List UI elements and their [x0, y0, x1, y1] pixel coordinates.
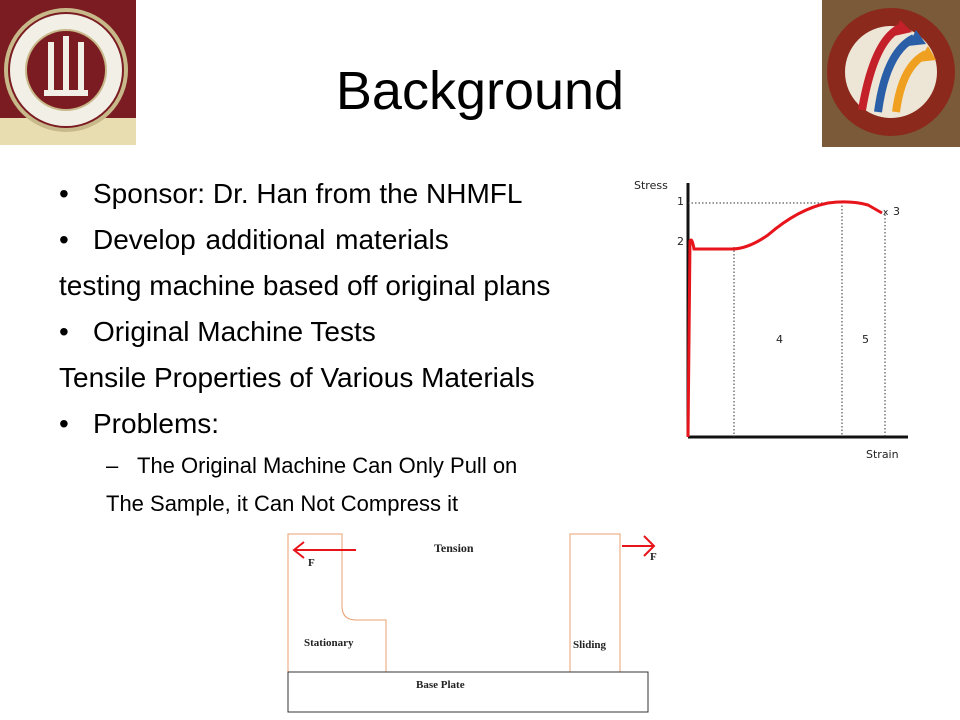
- stress-strain-diagram: [628, 175, 918, 465]
- bullet-problems: Problems:: [93, 408, 220, 439]
- bullet-sponsor: Sponsor: Dr. Han from the NHMFL: [93, 178, 523, 209]
- sub-bullet-dash-icon: –: [106, 453, 119, 478]
- region-label-4: 4: [776, 333, 783, 346]
- tension-test-diagram: [282, 530, 662, 720]
- bullet-dot-icon: •: [59, 224, 69, 255]
- tension-label: Tension: [434, 541, 474, 555]
- bullet-dot-icon: •: [59, 316, 69, 347]
- stationary-label: Stationary: [304, 637, 354, 649]
- sliding-label: Sliding: [573, 639, 607, 651]
- base-plate-block: [288, 672, 648, 712]
- stress-strain-curve: [688, 202, 882, 437]
- bullet-develop: Develop additional materials: [93, 224, 449, 255]
- point-label-3: 3: [893, 205, 900, 218]
- right-force-label: F: [650, 551, 657, 563]
- bullet-continuation-testing: testing machine based off original plans: [59, 270, 551, 301]
- region-label-5: 5: [862, 333, 869, 346]
- sliding-block: [570, 534, 620, 672]
- bullet-original-tests: Original Machine Tests: [93, 316, 376, 347]
- fracture-mark: x: [883, 208, 889, 218]
- bullet-dot-icon: •: [59, 178, 69, 209]
- slide-title: Background: [335, 61, 625, 121]
- y-axis-label: Stress: [634, 179, 668, 192]
- x-axis-label: Strain: [866, 448, 899, 461]
- point-label-1: 1: [677, 195, 684, 208]
- sub-bullet-line-1: The Original Machine Can Only Pull on: [137, 453, 518, 478]
- sub-bullet-line-2: The Sample, it Can Not Compress it: [106, 491, 459, 516]
- bullet-continuation-tensile: Tensile Properties of Various Materials: [59, 362, 535, 393]
- bullet-dot-icon: •: [59, 408, 69, 439]
- point-label-2: 2: [677, 235, 684, 248]
- left-force-label: F: [308, 557, 315, 569]
- base-plate-label: Base Plate: [416, 679, 465, 691]
